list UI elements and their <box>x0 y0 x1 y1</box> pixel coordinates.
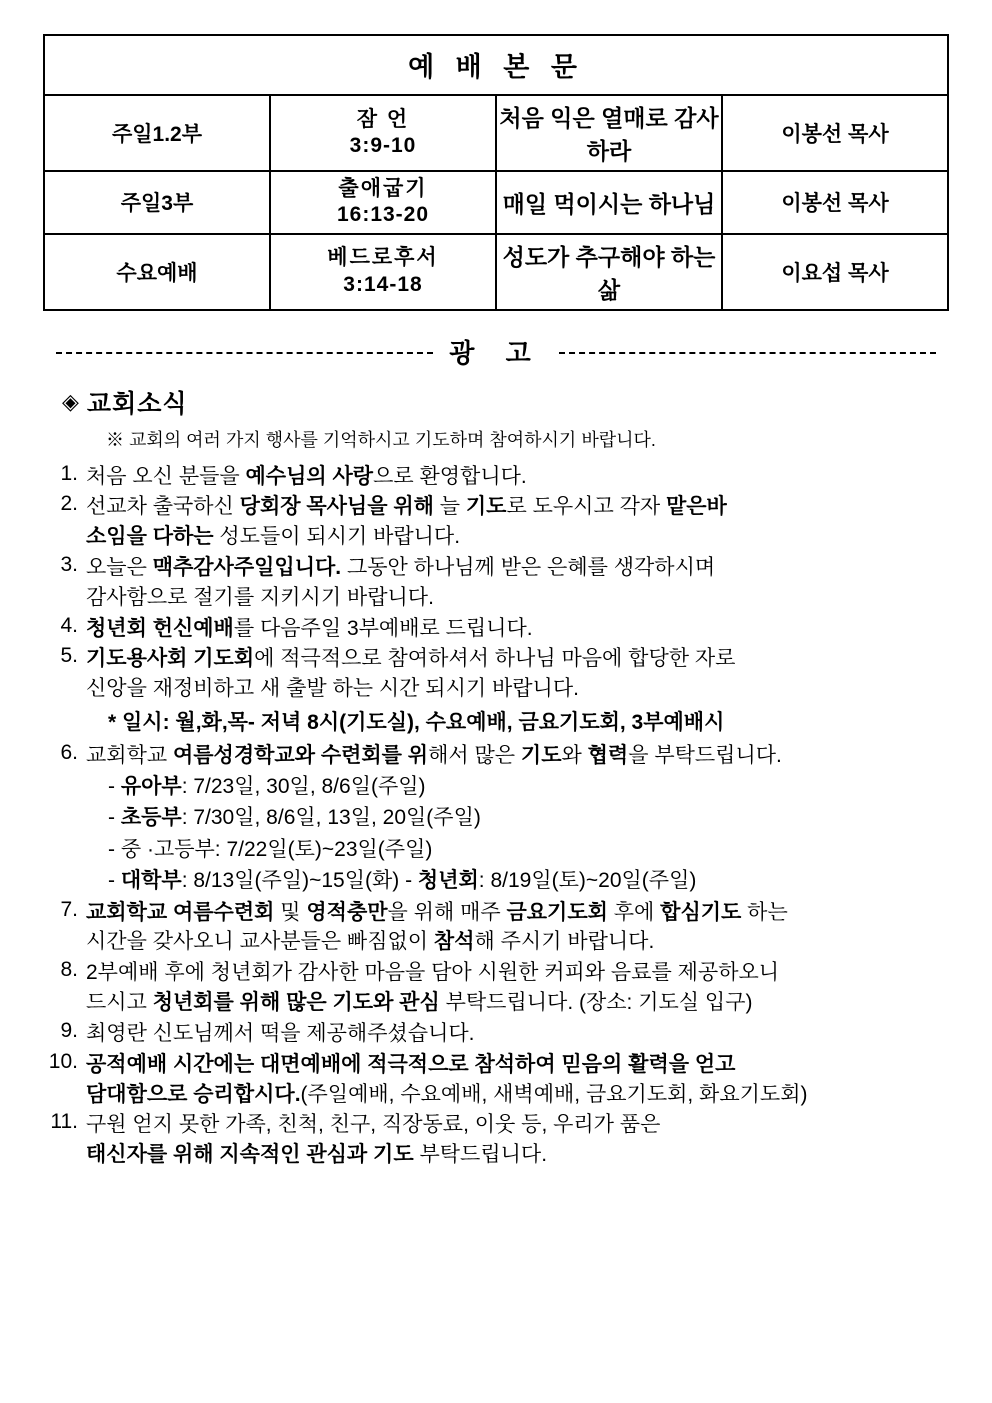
list-item-line: 오늘은 맥추감사주일입니다. 그동안 하나님께 받은 은혜를 생각하시며 <box>86 555 716 579</box>
divider-right <box>559 352 936 354</box>
list-item <box>30 1110 962 1170</box>
diamond-icon: ◈ <box>62 388 79 414</box>
service-name: 주일3부 <box>44 171 270 234</box>
list-item-line: 교회학교 여름수련회 및 영적충만을 위해 매주 금요기도회 후에 합심기도 하는 <box>86 900 788 924</box>
service-name: 수요예배 <box>44 234 270 310</box>
list-item <box>30 644 962 739</box>
pastor-name: 이봉선 목사 <box>722 95 948 171</box>
list-item-line: 구원 얻지 못한 가족, 친척, 친구, 직장동료, 이웃 등, 우리가 품은 <box>86 1113 661 1137</box>
list-item-subline: - 대학부: 8/13일(주일)~15일(화) - 청년회: 8/19일(토)~20일(주일) <box>108 869 697 893</box>
list-item-number: 11. <box>50 1110 78 1134</box>
table-row <box>44 234 948 310</box>
list-item <box>30 492 962 552</box>
list-item-subline: - 유아부: 7/23일, 30일, 8/6일(주일) <box>108 774 426 798</box>
table-title-row <box>44 35 948 95</box>
list-item-line: 청년회 헌신예배를 다음주일 3부예배로 드립니다. <box>86 616 533 640</box>
pastor-name: 이요섭 목사 <box>722 234 948 310</box>
list-item-subline: - 초등부: 7/30일, 8/6일, 13일, 20일(주일) <box>108 806 481 830</box>
list-item-number: 6. <box>60 740 78 764</box>
list-item-number: 1. <box>60 461 78 485</box>
scripture-table <box>43 34 949 311</box>
list-item-line: 공적예배 시간에는 대면예배에 적극적으로 참석하여 믿음의 활력을 얻고 <box>86 1052 736 1076</box>
list-item-body <box>86 492 962 552</box>
scripture-book: 베드로후서 <box>327 246 439 270</box>
list-item-subline: - 중 ·고등부: 7/22일(토)~23일(주일) <box>108 837 433 861</box>
list-item <box>30 1050 962 1110</box>
list-item-number: 3. <box>60 552 78 576</box>
list-item <box>30 462 962 492</box>
announcement-list <box>30 462 962 1170</box>
list-item-body <box>86 1050 962 1110</box>
section-note: ※ 교회의 여러 가지 행사를 기억하시고 기도하며 참여하시기 바랍니다. <box>106 429 656 450</box>
list-item-line: 시간을 갖사오니 교사분들은 빠짐없이 참석해 주시기 바랍니다. <box>86 930 655 954</box>
scripture-verse: 3:14-18 <box>343 272 423 296</box>
scripture-verse: 3:9-10 <box>349 134 417 157</box>
table-row <box>44 171 948 234</box>
pastor-name: 이봉선 목사 <box>722 171 948 234</box>
list-item-number: 2. <box>60 492 78 516</box>
list-item-line: 처음 오신 분들을 예수님의 사랑으로 환영합니다. <box>86 464 527 488</box>
list-item <box>30 614 962 644</box>
list-item-body <box>86 553 962 613</box>
list-item-body <box>86 958 962 1018</box>
table-row <box>44 95 948 171</box>
list-item-body <box>86 1110 962 1170</box>
announcements-heading <box>56 333 936 370</box>
list-item-line: 교회학교 여름성경학교와 수련회를 위해서 많은 기도와 협력을 부탁드립니다. <box>86 743 782 767</box>
list-item-line: 드시고 청년회를 위해 많은 기도와 관심 부탁드립니다. (장소: 기도실 입구) <box>86 991 753 1015</box>
divider-left <box>56 352 433 354</box>
list-item-number: 9. <box>60 1018 78 1042</box>
list-item-line: 태신자를 위해 지속적인 관심과 기도 부탁드립니다. <box>86 1143 548 1167</box>
list-item-line: 신앙을 재정비하고 새 출발 하는 시간 되시기 바랍니다. <box>86 677 579 701</box>
list-item-body <box>86 644 962 739</box>
section-title-label: 교회소식 <box>86 389 188 418</box>
list-item-body <box>86 741 962 897</box>
church-news-section-title <box>62 384 962 420</box>
list-item-body <box>86 614 962 644</box>
sermon-title: 매일 먹이시는 하나님 <box>496 171 722 234</box>
list-item-line: 소임을 다하는 성도들이 되시기 바랍니다. <box>86 525 461 549</box>
list-item-number: 4. <box>60 613 78 637</box>
list-item <box>30 898 962 958</box>
announcements-heading-label: 광 고 <box>449 337 543 368</box>
list-item <box>30 553 962 613</box>
list-item <box>30 958 962 1018</box>
list-item <box>30 1019 962 1049</box>
scripture-book: 출애굽기 <box>338 177 428 200</box>
list-item-number: 8. <box>60 958 78 982</box>
list-item-note: * 일시: 월,화,목- 저녁 8시(기도실), 수요예배, 금요기도회, 3부예배시 <box>108 711 725 734</box>
sermon-title: 처음 익은 열매로 감사하라 <box>496 95 722 171</box>
scripture-verse: 16:13-20 <box>336 203 430 227</box>
list-item-number: 7. <box>60 897 78 921</box>
list-item-number: 10. <box>48 1049 78 1073</box>
scripture-reference <box>270 171 496 234</box>
list-item-line: 기도용사회 기도회에 적극적으로 참여하셔서 하나님 마음에 합당한 자로 <box>86 647 736 671</box>
sermon-title: 성도가 추구해야 하는 삶 <box>496 234 722 310</box>
list-item-line: 최영란 신도님께서 떡을 제공해주셨습니다. <box>86 1021 475 1045</box>
list-item-line: 선교차 출국하신 당회장 목사님을 위해 늘 기도로 도우시고 각자 맡은바 <box>86 495 727 519</box>
scripture-book: 잠 언 <box>356 107 410 131</box>
list-item-number: 5. <box>60 644 78 668</box>
scripture-reference <box>270 234 496 310</box>
service-name: 주일1.2부 <box>44 95 270 171</box>
list-item-line: 감사함으로 절기를 지키시기 바랍니다. <box>86 585 434 609</box>
list-item-body <box>86 1019 962 1049</box>
list-item-body <box>86 898 962 958</box>
list-item-line: 담대함으로 승리합시다.(주일예배, 수요예배, 새벽예배, 금요기도회, 화요기도회) <box>86 1082 808 1106</box>
list-item-line: 2부예배 후에 청년회가 감사한 마음을 담아 시원한 커피와 음료를 제공하오니 <box>86 961 780 985</box>
scripture-reference <box>270 95 496 171</box>
list-item <box>30 741 962 897</box>
list-item-body <box>86 462 962 492</box>
scripture-table-title: 예 배 본 문 <box>44 35 948 95</box>
